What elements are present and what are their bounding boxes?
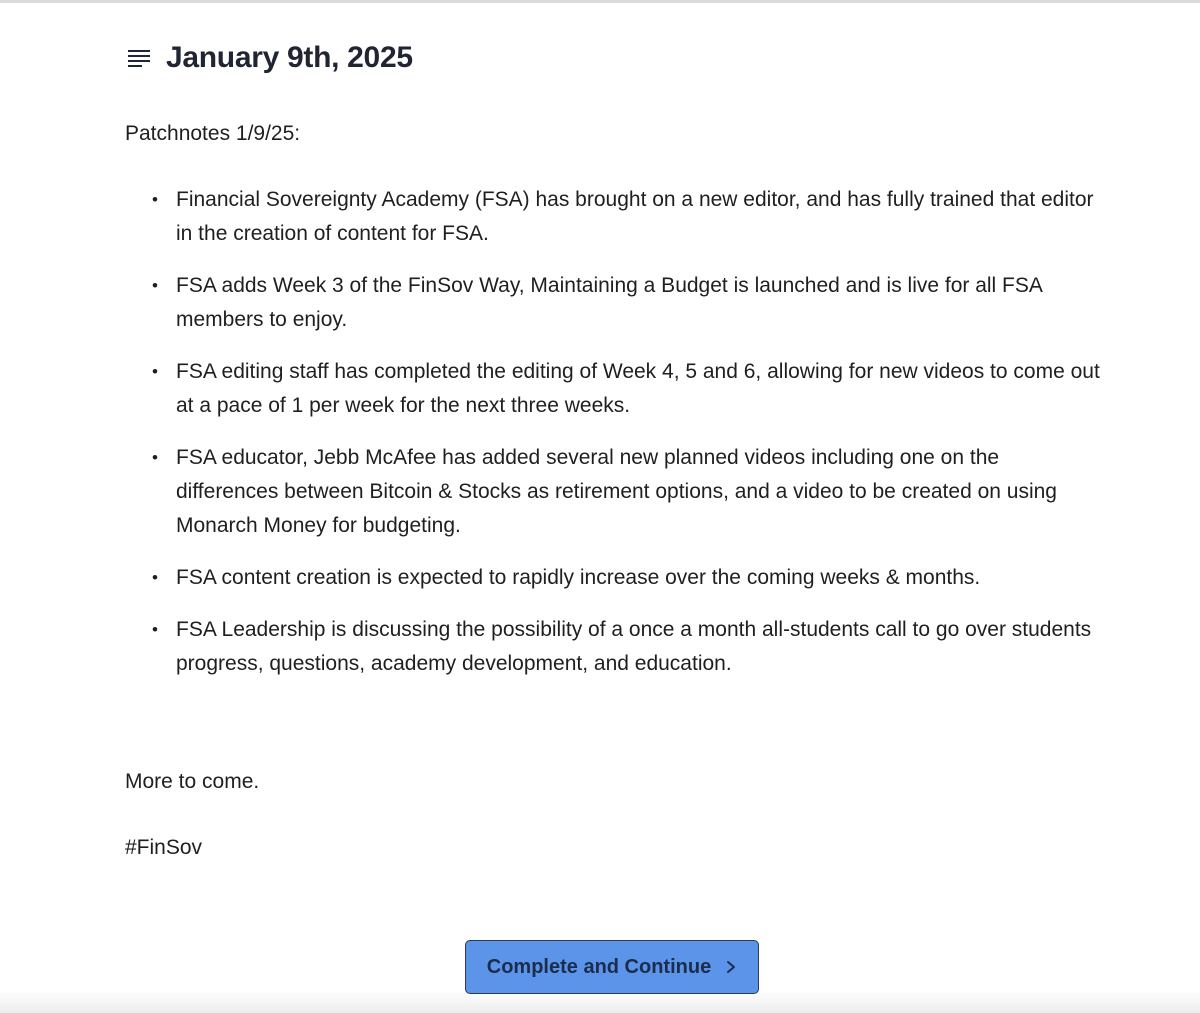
closing-text: More to come. bbox=[125, 770, 260, 793]
hashtag-text: #FinSov bbox=[125, 836, 203, 859]
list-item: • FSA editing staff has completed the editing of Week 4, 5 and 6, allowing for new videos to come out at a pace of 1 per week for the next three weeks. bbox=[176, 355, 1106, 423]
lesson-header bbox=[128, 38, 413, 78]
patchnotes-intro: Patchnotes 1/9/25: bbox=[125, 122, 301, 145]
patchnotes-list bbox=[176, 183, 1106, 699]
top-divider bbox=[0, 0, 1200, 3]
list-item: • Financial Sovereignty Academy (FSA) has brought on a new editor, and has fully trained that editor in the creation of content for FSA. bbox=[176, 183, 1106, 251]
list-item: • FSA adds Week 3 of the FinSov Way, Maintaining a Budget is launched and is live for all FSA members to enjoy. bbox=[176, 269, 1106, 337]
complete-button-label: Complete and Continue bbox=[486, 955, 712, 978]
list-item: • FSA Leadership is discussing the possibility of a once a month all-students call to go over students progress, questions, academy development, and education. bbox=[176, 613, 1106, 681]
text-lines-icon bbox=[128, 49, 150, 67]
list-item: • FSA educator, Jebb McAfee has added several new planned videos including one on the differences between Bitcoin & Stocks as retirement options, and a video to be created on using Monarch Money for budgeting. bbox=[176, 441, 1106, 543]
page-title: January 9th, 2025 bbox=[166, 41, 413, 74]
complete-and-continue-button[interactable] bbox=[465, 940, 759, 994]
list-item: • FSA content creation is expected to rapidly increase over the coming weeks & months. bbox=[176, 561, 1106, 595]
chevron-right-icon bbox=[725, 960, 737, 974]
